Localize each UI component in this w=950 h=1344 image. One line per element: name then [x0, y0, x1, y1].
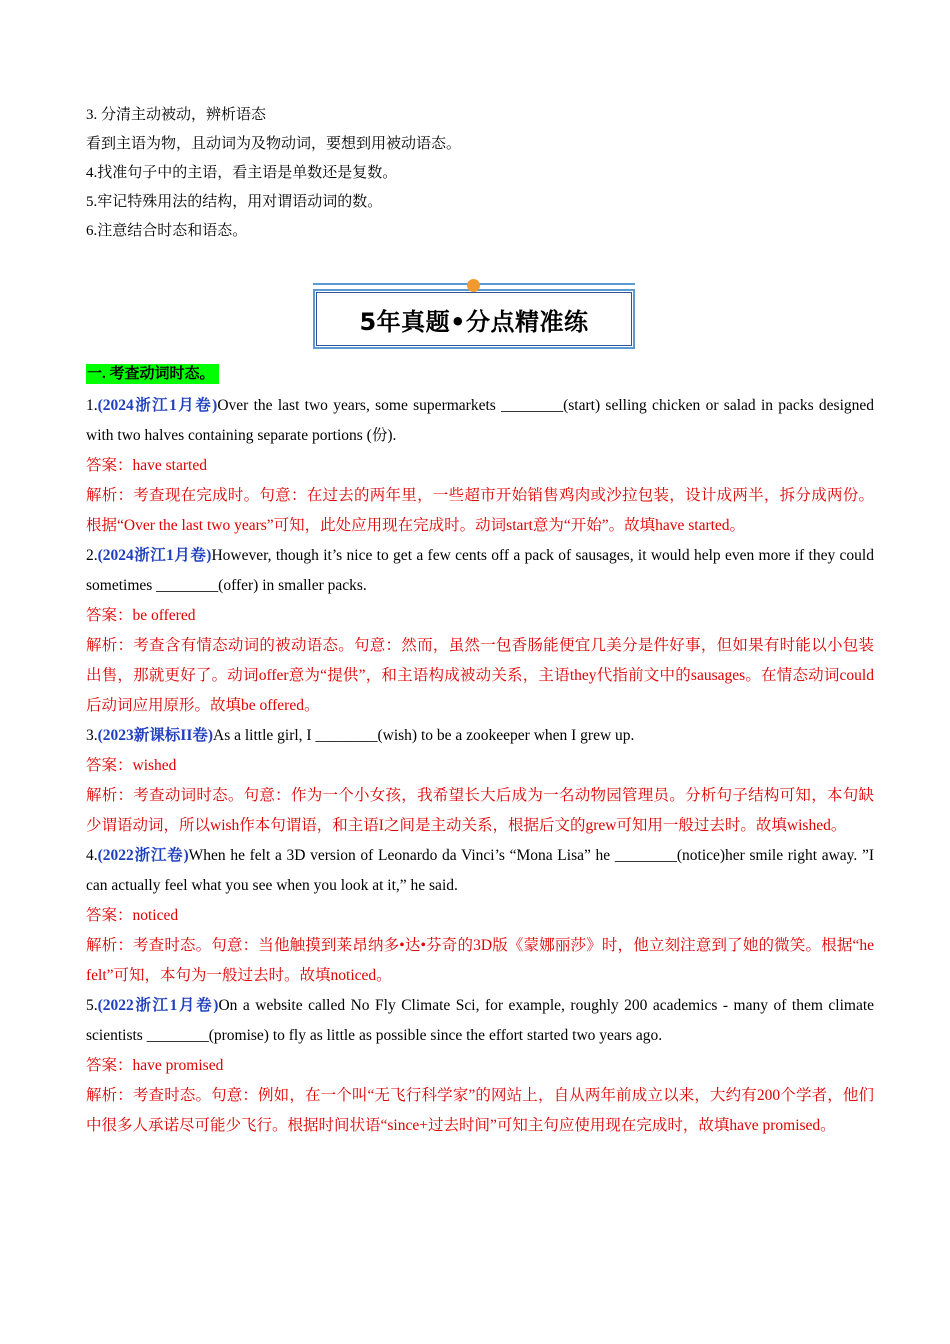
answer-line: 答案：have started — [86, 457, 207, 474]
section-heading: 一. 考查动词时态。 — [86, 364, 219, 384]
tips-list — [86, 101, 876, 246]
question-body: As a little girl, I ________(wish) to be a zookeeper when I grew up. — [213, 727, 635, 744]
question-item — [86, 391, 874, 541]
tip-line: 3. 分清主动被动，辨析语态 — [86, 107, 267, 123]
question-body: However, though it’s nice to get a few cents off a pack of sausages, it would help even more if they could sometimes ________(offer) in smaller packs. — [86, 547, 874, 594]
question-number: 2. — [86, 547, 98, 564]
question-item — [86, 841, 874, 991]
question-text — [86, 841, 874, 901]
question-body: On a website called No Fly Climate Sci, for example, roughly 200 academics - many of them climate scientists ________(promise) to fly as little as possible since the effort started two years ago. — [86, 997, 875, 1044]
answer-line: 答案：be offered — [86, 607, 196, 624]
question-source: (2023新课标II卷) — [97, 727, 214, 744]
explanation-text: 解析：考查时态。句意：当他触摸到莱昂纳多•达•芬奇的3D版《蒙娜丽莎》时，他立刻注意到了她的微笑。根据“he felt”可知，本句为一般过去时。故填noticed。 — [86, 937, 874, 984]
questions-list — [86, 391, 874, 1141]
tip-line: 4.找准句子中的主语，看主语是单数还是复数。 — [86, 165, 398, 181]
question-source: (2022浙江1月卷) — [97, 997, 219, 1014]
question-number: 4. — [86, 847, 98, 864]
banner-dot-icon — [467, 279, 480, 292]
answer-line: 答案：have promised — [86, 1057, 224, 1074]
question-text — [86, 991, 874, 1051]
question-item — [86, 721, 874, 841]
question-text — [86, 541, 874, 601]
question-number: 3. — [86, 727, 98, 744]
question-source: (2022浙江卷) — [97, 847, 189, 864]
question-source: (2024浙江1月卷) — [97, 397, 218, 414]
explanation-text: 解析：考查时态。句意：例如，在一个叫“无飞行科学家”的网站上，自从两年前成立以来，大约有200个学者，他们中很多人承诺尽可能少飞行。根据时间状语“since+过去时间”可知主句应使用现在完成时，故填have promised。 — [86, 1087, 874, 1134]
question-number: 5. — [86, 997, 98, 1014]
tip-line: 看到主语为物，且动词为及物动词，要想到用被动语态。 — [86, 136, 462, 152]
answer-line: 答案：wished — [86, 757, 177, 774]
question-item — [86, 991, 874, 1141]
tip-line: 6.注意结合时态和语态。 — [86, 223, 248, 239]
question-body: When he felt a 3D version of Leonardo da Vinci’s “Mona Lisa” he ________(notice)her smile right away. ”I can actually feel what you see when you look at it,” he said. — [86, 847, 874, 894]
banner-box — [313, 289, 635, 349]
explanation-text: 解析：考查动词时态。句意：作为一个小女孩，我希望长大后成为一名动物园管理员。分析句子结构可知，本句缺少谓语动词，所以wish作本句谓语，和主语I之间是主动关系，根据后文的grew可知用一般过去时。故填wished。 — [86, 787, 874, 834]
question-text — [86, 721, 874, 751]
answer-line: 答案：noticed — [86, 907, 179, 924]
question-number: 1. — [86, 397, 98, 414]
question-source: (2024浙江1月卷) — [97, 547, 212, 564]
section-banner — [313, 279, 635, 349]
question-text — [86, 391, 874, 451]
question-item — [86, 541, 874, 721]
question-body: Over the last two years, some supermarkets ________(start) selling chicken or salad in packs designed with two halves containing separate portions (份). — [86, 397, 875, 444]
tip-line: 5.牢记特殊用法的结构，用对谓语动词的数。 — [86, 194, 383, 210]
banner-title: 5年真题•分点精准练 — [359, 307, 589, 336]
explanation-text: 解析：考查含有情态动词的被动语态。句意：然而，虽然一包香肠能便宜几美分是件好事，但如果有时能以小包装出售，那就更好了。动词offer意为“提供”，和主语构成被动关系，主语they代指前文中的sausages。在情态动词could后动词应用原形。故填be offered。 — [86, 637, 874, 714]
explanation-text: 解析：考查现在完成时。句意：在过去的两年里，一些超市开始销售鸡肉或沙拉包装，设计成两半，拆分成两份。根据“Over the last two years”可知，此处应用现在完成时。动词start意为“开始”。故填have started。 — [86, 487, 874, 534]
